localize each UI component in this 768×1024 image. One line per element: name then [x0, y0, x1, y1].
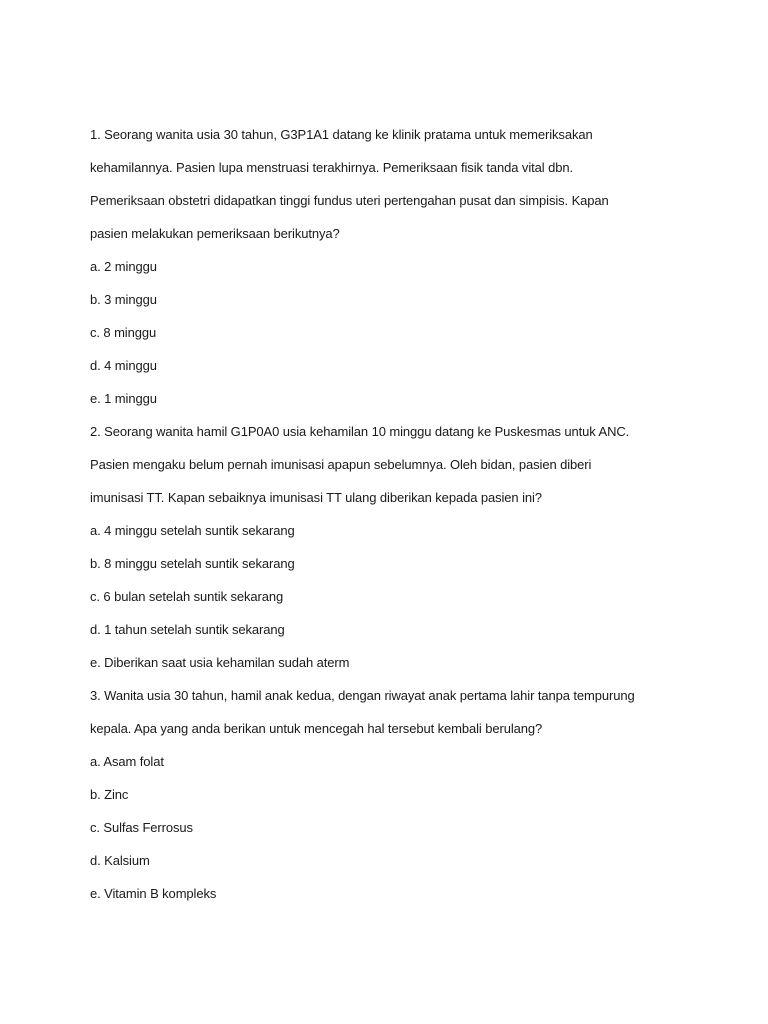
question-3-option-d: d. Kalsium [90, 853, 150, 868]
question-1-option-e: e. 1 minggu [90, 391, 157, 406]
question-3-option-c: c. Sulfas Ferrosus [90, 820, 193, 835]
question-2-option-c: c. 6 bulan setelah suntik sekarang [90, 589, 284, 604]
question-1-option-b: b. 3 minggu [90, 292, 157, 307]
question-1-option-a: a. 2 minggu [90, 259, 157, 274]
question-2-option-e: e. Diberikan saat usia kehamilan sudah aterm [90, 655, 350, 670]
question-1-stem-line-2: kehamilannya. Pasien lupa menstruasi terakhirnya. Pemeriksaan fisik tanda vital dbn. [90, 160, 573, 175]
question-3-option-b: b. Zinc [90, 787, 129, 802]
question-2-stem-line-2: Pasien mengaku belum pernah imunisasi apapun sebelumnya. Oleh bidan, pasien diberi [90, 457, 592, 472]
question-2-option-a: a. 4 minggu setelah suntik sekarang [90, 523, 295, 538]
question-1 [90, 123, 690, 420]
question-2 [90, 420, 690, 684]
question-2-stem-line-3: imunisasi TT. Kapan sebaiknya imunisasi TT ulang diberikan kepada pasien ini? [90, 490, 542, 505]
question-2-option-b: b. 8 minggu setelah suntik sekarang [90, 556, 295, 571]
question-1-option-d: d. 4 minggu [90, 358, 157, 373]
question-3-option-a: a. Asam folat [90, 754, 164, 769]
question-2-stem-line-1: 2. Seorang wanita hamil G1P0A0 usia kehamilan 10 minggu datang ke Puskesmas untuk ANC. [90, 424, 630, 439]
question-3-option-e: e. Vitamin B kompleks [90, 886, 217, 901]
question-3 [90, 684, 690, 915]
question-3-stem-line-1: 3. Wanita usia 30 tahun, hamil anak kedua, dengan riwayat anak pertama lahir tanpa tempurung [90, 688, 635, 703]
question-3-stem-line-2: kepala. Apa yang anda berikan untuk mencegah hal tersebut kembali berulang? [90, 721, 543, 736]
question-1-stem-line-3: Pemeriksaan obstetri didapatkan tinggi fundus uteri pertengahan pusat dan simpisis. Kapan [90, 193, 609, 208]
question-1-stem-line-4: pasien melakukan pemeriksaan berikutnya? [90, 226, 340, 241]
question-2-option-d: d. 1 tahun setelah suntik sekarang [90, 622, 285, 637]
document-page [90, 123, 690, 915]
question-1-option-c: c. 8 minggu [90, 325, 157, 340]
question-1-stem-line-1: 1. Seorang wanita usia 30 tahun, G3P1A1 datang ke klinik pratama untuk memeriksakan [90, 127, 593, 142]
